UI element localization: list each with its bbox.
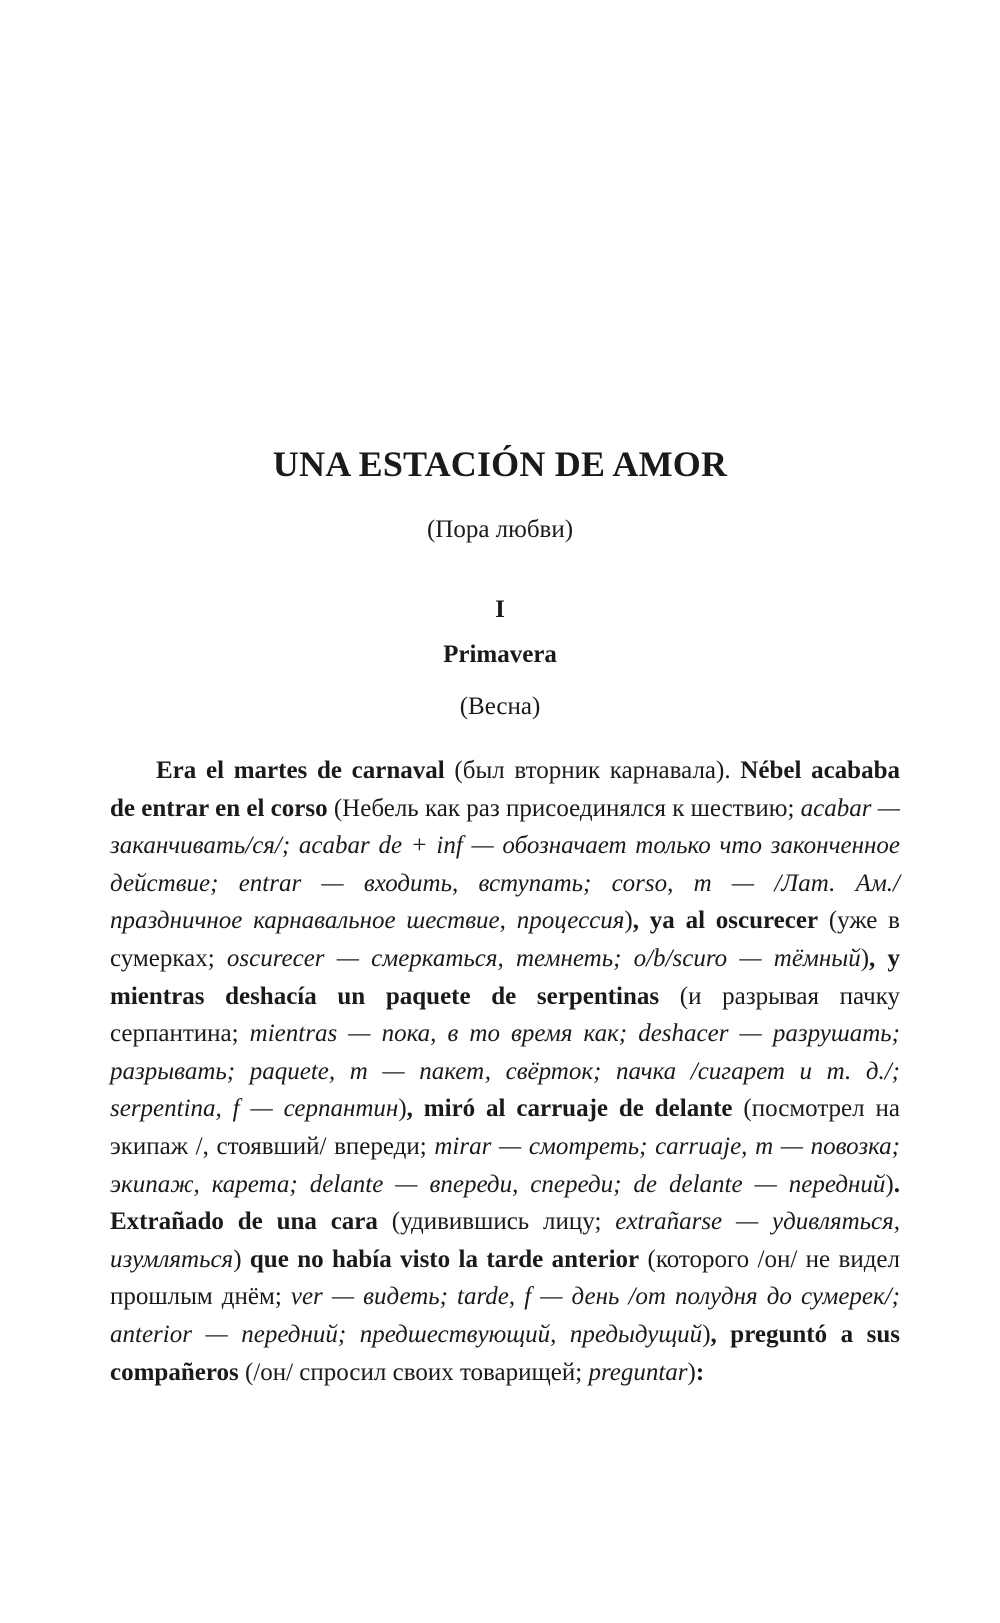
text-run: (посмотрел на экипаж /, стоявший/ впереди; bbox=[110, 1095, 900, 1160]
text-run: mientras — пока, в то время как; deshacer — разрушать; разрывать; paquete, m — пакет, свёрток; пачка /сигарет и т. д./; serpentina, f — серпантин bbox=[110, 1020, 901, 1123]
text-run: , preguntó a sus compañeros bbox=[110, 1320, 900, 1386]
text-run: (/он/ спросил своих товарищей; bbox=[238, 1358, 589, 1386]
text-run: extrañarse — удивляться, изумляться bbox=[110, 1208, 900, 1273]
text-run: (Небель как раз присоединялся к шествию; bbox=[327, 794, 801, 822]
text-run: , miró al carruaje de delante bbox=[406, 1095, 733, 1123]
text-run: . Extrañado de una cara bbox=[110, 1170, 900, 1236]
text-run: (удивившись лицу; bbox=[377, 1208, 616, 1236]
chapter-translation: (Весна) bbox=[459, 693, 541, 720]
story-title: UNA ESTACIÓN DE AMOR bbox=[272, 444, 728, 484]
text-run: ) bbox=[398, 1095, 407, 1123]
text-run: que no había visto la tarde anterior bbox=[249, 1245, 640, 1273]
text-run: acabar — заканчивать/ся/; acabar de + inf — обозначает только что законченное действие; entrar — входить, вступать; corso, m — /Лат. Ам./ праздничное карнавальное шествие, процессия bbox=[110, 794, 900, 935]
text-run: ) bbox=[687, 1358, 696, 1386]
chapter-title: Primavera bbox=[443, 641, 557, 668]
text-run: (которого /он/ не видел прошлым днём; bbox=[110, 1245, 900, 1311]
text-run: ver — видеть; tarde, f — день /от полудня до сумерек/; anterior — передний; предшествующий, предыдущий bbox=[110, 1283, 900, 1348]
text-run: mirar — смотреть; carruaje, m — повозка; экипаж, карета; delante — впереди, спереди; de delante — передний bbox=[110, 1132, 900, 1198]
text-run: Nébel acababa de entrar en el corso bbox=[110, 757, 900, 822]
text-run: ) bbox=[624, 907, 633, 935]
text-run: : bbox=[695, 1358, 705, 1386]
text-run: (уже в сумерках; bbox=[110, 907, 900, 972]
text-run: ) bbox=[860, 944, 870, 972]
text-run: (был вторник карнавала). bbox=[444, 757, 741, 784]
text-run: ) bbox=[885, 1170, 894, 1198]
chapter-number: I bbox=[495, 596, 505, 623]
text-run: oscurecer — смеркаться, темнеть; o/b/scuro — тёмный bbox=[226, 944, 861, 972]
text-run: , ya al oscurecer bbox=[632, 907, 819, 935]
body-paragraph bbox=[110, 752, 900, 1391]
text-run: preguntar bbox=[588, 1358, 688, 1386]
text-run: , y mientras deshacía un paquete de serpentinas bbox=[110, 944, 900, 1010]
story-subtitle: (Пора любви) bbox=[426, 516, 574, 543]
text-run: ) bbox=[702, 1320, 711, 1348]
text-run: Era el martes de carnaval bbox=[156, 757, 445, 784]
text-run: ) bbox=[233, 1245, 250, 1273]
text-run: (и разрывая пачку серпантина; bbox=[110, 982, 900, 1048]
